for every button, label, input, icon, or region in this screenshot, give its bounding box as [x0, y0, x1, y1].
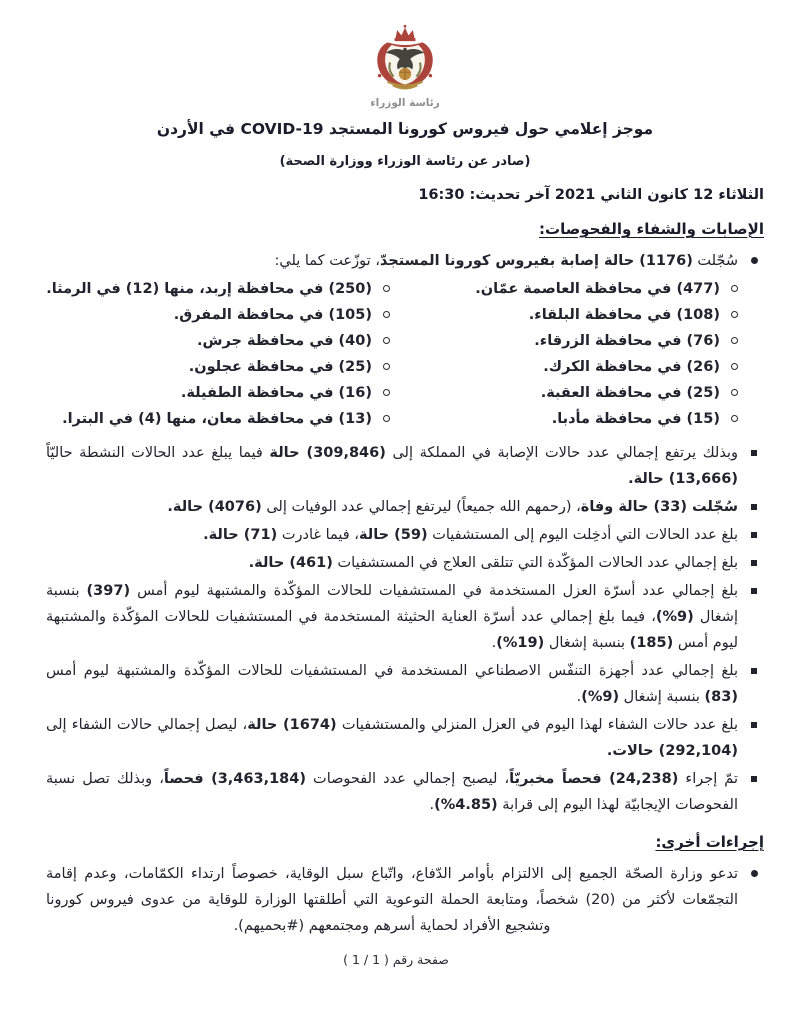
- jordan-coat-of-arms-logo: [361, 24, 449, 111]
- date-line: الثلاثاء 12 كانون الثاني 2021 آخر تحديث: 16:30: [418, 187, 764, 203]
- other-measures-text: تدعو وزارة الصحّة الجميع إلى الالتزام بأوامر الدّفاع، واتّباع سبل الوقاية، خصوصاً ارتداء الكمّامات، وعدم إقامة التجمّعات لأكثر من (20) شخصاً، ومتابعة الحملة التوعوية التي أطلقتها الوزارة للوقاية من عدوى فيروس كورونا وتشجيع الأفراد لحماية أسرهم ومجتمعهم (#بحميهم).: [46, 866, 738, 934]
- bullet-circle-icon: [383, 311, 390, 318]
- stat-text: بلغ إجمالي عدد أسرّة العزل المستخدمة في المستشفيات للحالات المؤكّدة والمشتبهة ليوم أمس (397) بنسبة إشغال (%9)، فيما بلغ إجمالي عدد أسرّة العناية الحثيثة المستخدمة في المستشفيات للحالات المؤكّدة والمشتبهة ليوم أمس (185) بنسبة إشغال (%19).: [46, 583, 738, 651]
- cases-intro-text: سُجّلت (1176) حالة إصابة بفيروس كورونا المستجدّ، توزّعت كما يلي:: [274, 253, 738, 269]
- stat-bullet: [46, 578, 764, 656]
- bullet-square-icon: [751, 560, 757, 566]
- governorate-text: (15) في محافظة مأدبا.: [551, 411, 720, 427]
- stat-bullet: [46, 550, 764, 576]
- stat-text: بلغ إجمالي عدد أجهزة التنفّس الاصطناعي المستخدمة في المستشفيات للحالات المؤكّدة والمشتبهة ليوم أمس (83) بنسبة إشغال (%9).: [46, 663, 738, 705]
- stat-text: بلغ عدد الحالات التي أدخِلت اليوم إلى المستشفيات (59) حالة، فيما غادرت (71) حالة.: [203, 527, 738, 543]
- page-number: صفحة رقم ( 1 / 1 ): [343, 952, 449, 967]
- stat-text: بلغ إجمالي عدد الحالات المؤكّدة التي تتلقى العلاج في المستشفيات (461) حالة.: [248, 555, 738, 571]
- bullet-circle-icon: [383, 389, 390, 396]
- section-cases: [46, 219, 764, 818]
- governorate-column-right: [394, 276, 742, 432]
- bullet-circle-icon: [731, 389, 738, 396]
- governorate-text: (108) في محافظة البلقاء.: [528, 307, 720, 323]
- other-measures-bullet: [46, 861, 764, 939]
- section-cases-heading: الإصابات والشفاء والفحوصات:: [539, 220, 764, 238]
- governorate-text: (13) في محافظة معان، منها (4) في البترا.: [62, 411, 372, 427]
- bullet-circle-icon: [383, 363, 390, 370]
- governorate-text: (76) في محافظة الزرقاء.: [534, 333, 720, 349]
- bullet-dot-icon: [751, 870, 758, 877]
- governorate-text: (250) في محافظة إربد، منها (12) في الرمثا.: [46, 281, 372, 297]
- stat-bullet: [46, 522, 764, 548]
- section-other-measures: [46, 832, 764, 939]
- governorate-item: [394, 276, 742, 302]
- governorate-item: [394, 406, 742, 432]
- governorate-text: (25) في محافظة العقبة.: [540, 385, 720, 401]
- governorate-item: [394, 302, 742, 328]
- bullet-circle-icon: [383, 415, 390, 422]
- governorate-item: [46, 380, 394, 406]
- stat-bullet: [46, 440, 764, 492]
- governorate-item: [46, 302, 394, 328]
- logo-caption: رئاسة الوزراء: [370, 97, 440, 109]
- bullet-circle-icon: [731, 363, 738, 370]
- governorate-column-left: [46, 276, 394, 432]
- governorate-text: (477) في محافظة العاصمة عمّان.: [475, 281, 720, 297]
- governorate-item: [46, 406, 394, 432]
- bullet-circle-icon: [383, 337, 390, 344]
- bullet-square-icon: [751, 532, 757, 538]
- governorate-text: (25) في محافظة عجلون.: [188, 359, 372, 375]
- bullet-circle-icon: [383, 285, 390, 292]
- governorate-item: [46, 276, 394, 302]
- bullet-circle-icon: [731, 415, 738, 422]
- bullet-circle-icon: [731, 285, 738, 292]
- governorate-item: [46, 328, 394, 354]
- page-footer: [0, 952, 792, 968]
- governorate-item: [394, 354, 742, 380]
- bullet-square-icon: [751, 504, 757, 510]
- document-header: [46, 24, 764, 205]
- bullet-square-icon: [751, 776, 757, 782]
- bullet-square-icon: [751, 668, 757, 674]
- bullet-circle-icon: [731, 337, 738, 344]
- stat-text: سُجّلت (33) حالة وفاة، (رحمهم الله جميعاً) ليرتفع إجمالي عدد الوفيات إلى (4076) حالة.: [167, 499, 738, 515]
- statistics-bullets: [46, 440, 764, 818]
- section-other-heading: إجراءات أخرى:: [655, 833, 764, 851]
- bullet-circle-icon: [731, 311, 738, 318]
- governorate-item: [46, 354, 394, 380]
- bullet-square-icon: [751, 588, 757, 594]
- governorate-item: [394, 380, 742, 406]
- bullet-square-icon: [751, 722, 757, 728]
- cases-intro-bullet: [46, 248, 764, 274]
- stat-bullet: [46, 658, 764, 710]
- document-subtitle: (صادر عن رئاسة الوزراء ووزارة الصحة): [279, 154, 531, 169]
- document-title: موجز إعلامي حول فيروس كورونا المستجد COVID-19 في الأردن: [156, 120, 654, 138]
- governorate-item: [394, 328, 742, 354]
- governorate-text: (40) في محافظة جرش.: [196, 333, 372, 349]
- governorate-text: (16) في محافظة الطفيلة.: [180, 385, 372, 401]
- stat-text: بلغ عدد حالات الشفاء لهذا اليوم في العزل المنزلي والمستشفيات (1674) حالة، ليصل إجمالي حالات الشفاء إلى (292,104) حالات.: [46, 717, 738, 759]
- stat-bullet: [46, 712, 764, 764]
- stat-bullet: [46, 494, 764, 520]
- bullet-square-icon: [751, 450, 757, 456]
- stat-text: تمّ إجراء (24,238) فحصاً مخبريّاً، ليصبح إجمالي عدد الفحوصات (3,463,184) فحصاً، وبذلك تصل نسبة الفحوصات الإيجابيّة لهذا اليوم إلى قرابة (%4.85).: [46, 771, 738, 813]
- bullet-dot-icon: [751, 257, 758, 264]
- stat-bullet: [46, 766, 764, 818]
- governorate-text: (105) في محافظة المفرق.: [173, 307, 372, 323]
- governorate-list: [46, 276, 764, 432]
- governorate-text: (26) في محافظة الكرك.: [543, 359, 720, 375]
- stat-text: وبذلك يرتفع إجمالي عدد حالات الإصابة في المملكة إلى (309,846) حالة فيما يبلغ عدد الحالات النشطة حاليّاً (13,666) حالة.: [46, 445, 738, 487]
- coat-of-arms-icon: [361, 24, 449, 94]
